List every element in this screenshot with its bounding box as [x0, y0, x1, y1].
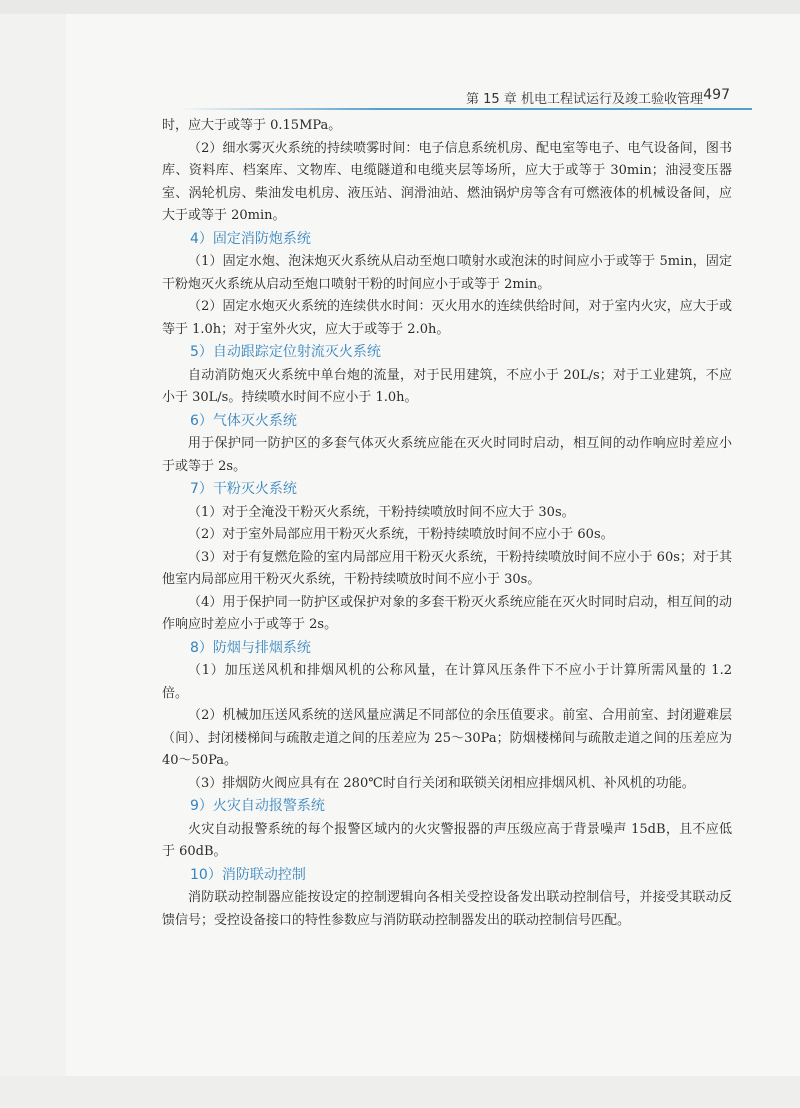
chapter-title: 第 15 章 机电工程试运行及竣工验收管理	[466, 92, 703, 107]
paragraph: （4）用于保护同一防护区或保护对象的多套干粉灭火系统应能在灭火时同时启动，相互间的动作响应时差应小于或等于 2s。	[162, 594, 732, 632]
paragraph: （2）机械加压送风系统的送风量应满足不同部位的余压值要求。前室、合用前室、封闭避难层（间）、封闭楼梯间与疏散走道之间的压差应为 25～30Pa；防烟楼梯间与疏散走道之间的压差应为 40～50Pa。	[162, 708, 732, 768]
paragraph: 时，应大于或等于 0.15MPa。	[162, 118, 342, 133]
paragraph: （3）对于有复燃危险的室内局部应用干粉灭火系统，干粉持续喷放时间不应小于 60s；对于其他室内局部应用干粉灭火系统，干粉持续喷放时间不应小于 30s。	[162, 549, 732, 587]
paragraph: 用于保护同一防护区的多套气体灭火系统应能在灭火时同时启动，相互间的动作响应时差应小于或等于 2s。	[162, 436, 732, 474]
page-number: 497	[703, 87, 730, 103]
section-heading: 10）消防联动控制	[190, 866, 306, 883]
header-rule	[180, 108, 752, 110]
paragraph: （1）加压送风机和排烟风机的公称风量，在计算风压条件下不应小于计算所需风量的 1.2 倍。	[162, 663, 732, 701]
paragraph: （2）固定水炮灭火系统的连续供水时间：灭火用水的连续供给时间，对于室内火灾，应大于或等于 1.0h；对于室外火灾，应大于或等于 2.0h。	[162, 299, 732, 337]
paragraph: （2）细水雾灭火系统的持续喷雾时间：电子信息系统机房、配电室等电子、电气设备间，图书库、资料库、档案库、文物库、电缆隧道和电缆夹层等场所，应大于或等于 30min；油浸变压器室、涡轮机房、柴油发电机房、液压站、润滑油站、燃油锅炉房等含有可燃液体的机械设备间，应大于或等于 20min。	[162, 140, 732, 223]
section-heading: 4）固定消防炮系统	[190, 230, 311, 247]
body-text	[162, 115, 732, 932]
section-heading: 6）气体灭火系统	[190, 412, 297, 429]
section-heading: 9）火灾自动报警系统	[190, 798, 325, 814]
paragraph: 自动消防炮灭火系统中单台炮的流量，对于民用建筑，不应小于 20L/s；对于工业建筑，不应小于 30L/s。持续喷水时间不应小于 1.0h。	[162, 367, 732, 405]
bottom-margin-strip	[0, 1076, 800, 1108]
running-header	[440, 86, 752, 108]
paragraph: （1）对于全淹没干粉灭火系统，干粉持续喷放时间不应大于 30s。	[188, 504, 575, 520]
top-margin-strip	[0, 0, 800, 14]
paragraph: （3）排烟防火阀应具有在 280℃时自行关闭和联锁关闭相应排烟风机、补风机的功能。	[188, 775, 695, 791]
section-heading: 5）自动跟踪定位射流灭火系统	[190, 344, 381, 360]
paragraph: 消防联动控制器应能按设定的控制逻辑向各相关受控设备发出联动控制信号，并接受其联动反馈信号；受控设备接口的特性参数应与消防联动控制器发出的联动控制信号匹配。	[162, 890, 732, 928]
section-heading: 8）防烟与排烟系统	[190, 639, 311, 656]
paragraph: （2）对于室外局部应用干粉灭火系统，干粉持续喷放时间不应小于 60s。	[188, 527, 614, 542]
paragraph: （1）固定水炮、泡沫炮灭火系统从启动至炮口喷射水或泡沫的时间应小于或等于 5min，固定干粉炮灭火系统从启动至炮口喷射干粉的时间应小于或等于 2min。	[162, 254, 732, 292]
paragraph: 火灾自动报警系统的每个报警区域内的火灾警报器的声压级应高于背景噪声 15dB，且不应低于 60dB。	[162, 821, 732, 859]
section-heading: 7）干粉灭火系统	[190, 481, 297, 497]
